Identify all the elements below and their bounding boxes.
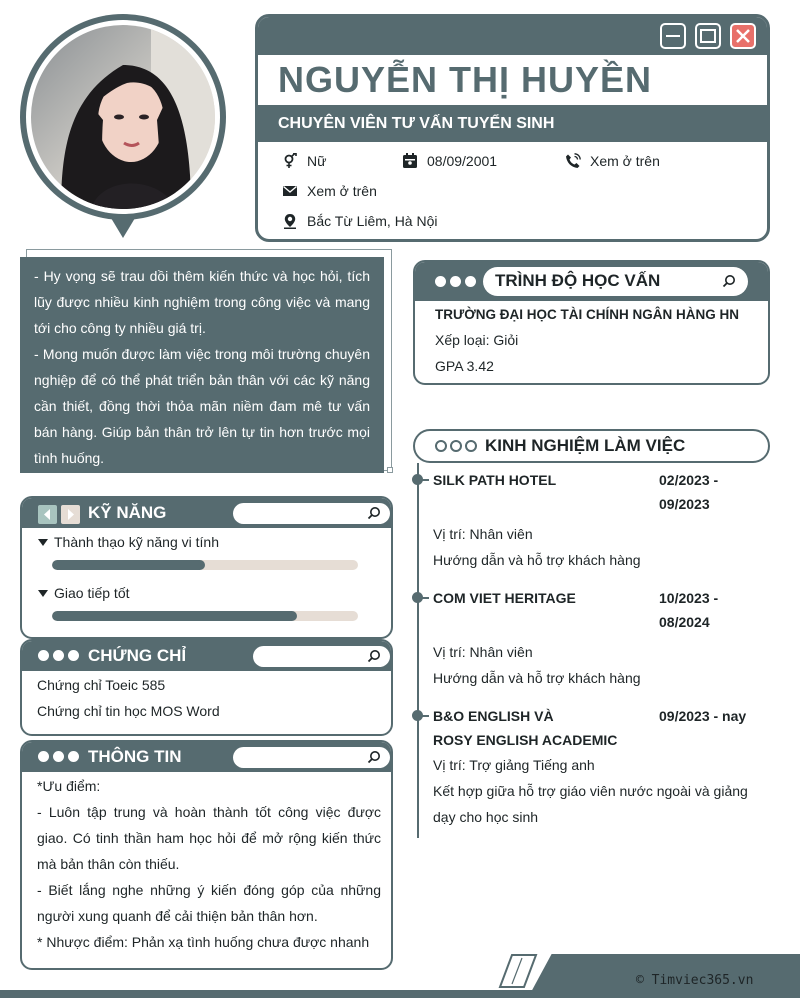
job-date <box>659 586 718 634</box>
job-date: 09/2023 - nay <box>659 708 747 724</box>
timeline-line <box>417 463 419 838</box>
footer-slash-icon <box>498 954 538 988</box>
frame-corner-dot <box>387 467 393 473</box>
header-card <box>255 14 770 242</box>
skills-search-bar[interactable] <box>233 503 390 524</box>
objective-paragraph-1: - Hy vọng sẽ trau dồi thêm kiến thức và học hỏi, tích lũy được nhiều kinh nghiệm trong công việc và mang tới cho công ty nhiều giá trị. <box>34 268 370 336</box>
skill-label: Giao tiếp tốt <box>54 585 130 601</box>
skill-progress-track <box>52 611 358 621</box>
birthday-row <box>402 153 497 169</box>
job-date <box>659 468 718 516</box>
school-name: TRƯỜNG ĐẠI HỌC TÀI CHÍNH NGÂN HÀNG HN <box>435 307 739 322</box>
info-search-bar[interactable] <box>233 747 390 768</box>
info-section <box>20 740 393 970</box>
info-line: - Luôn tập trung và hoàn thành tốt công việc được giao. Có tinh thần ham học hỏi để mở rộng kiến thức mà bản thân còn thiếu. <box>37 804 381 872</box>
objective-paragraph-2: - Mong muốn được làm việc trong môi trường chuyên nghiệp để có thể phát triển bản thân với các kỹ năng cần thiết, đồng thời thỏa mãn niềm đam mê tư vấn bán hàng. Giúp bản thân trở lên tự tin hơn trước mọi tình huống. <box>34 346 370 466</box>
search-icon[interactable] <box>367 649 381 663</box>
certificate-item: Chứng chỉ tin học MOS Word <box>37 703 220 719</box>
timeline-tick <box>419 597 429 599</box>
header-titlebar <box>258 17 767 55</box>
experience-header <box>413 429 770 463</box>
job-position: Vị trí: Nhân viên <box>433 526 533 542</box>
location-icon <box>282 213 298 229</box>
timeline-tick <box>419 715 429 717</box>
job-position: Vị trí: Trợ giảng Tiếng anh <box>433 757 595 773</box>
career-objective <box>20 257 384 473</box>
education-rank: Xếp loại: Giỏi <box>435 332 519 348</box>
job-position: Vị trí: Nhân viên <box>433 644 533 660</box>
job-date-start: 10/2023 - <box>659 590 719 606</box>
certificate-item: Chứng chỉ Toeic 585 <box>37 677 166 693</box>
certificates-title: CHỨNG CHỈ <box>88 646 187 665</box>
dots-icon <box>38 650 79 661</box>
skill-progress-fill <box>52 560 205 570</box>
info-line: *Ưu điểm: <box>37 778 101 794</box>
skill-progress-fill <box>52 611 297 621</box>
job-company: COM VIET HERITAGE <box>433 590 576 606</box>
close-icon[interactable] <box>730 23 756 49</box>
search-icon[interactable] <box>367 750 381 764</box>
address-value: Bắc Từ Liêm, Hà Nội <box>307 213 438 229</box>
skill-item <box>38 585 130 601</box>
address-row <box>282 213 438 229</box>
job-company: SILK PATH HOTEL <box>433 472 557 488</box>
calendar-icon <box>402 153 418 169</box>
search-icon[interactable] <box>367 506 381 520</box>
candidate-name: NGUYỄN THỊ HUYỀN <box>278 59 653 100</box>
avatar <box>31 25 215 209</box>
info-line: * Nhược điểm: Phản xạ tình huống chưa được nhanh <box>37 934 370 950</box>
job-description: Hướng dẫn và hỗ trợ khách hàng <box>433 670 641 686</box>
skills-section <box>20 496 393 639</box>
maximize-icon[interactable] <box>695 23 721 49</box>
caret-down-icon <box>38 539 48 546</box>
dots-outline-icon <box>435 440 477 452</box>
dots-icon <box>38 751 79 762</box>
search-icon[interactable] <box>722 274 736 288</box>
minimize-icon[interactable] <box>660 23 686 49</box>
job-date-start: 02/2023 - <box>659 472 719 488</box>
job-date-end: 09/2023 <box>659 496 710 512</box>
info-title: THÔNG TIN <box>88 747 182 766</box>
education-section <box>413 260 770 385</box>
experience-title: KINH NGHIỆM LÀM VIỆC <box>485 436 686 455</box>
dots-icon <box>435 276 476 287</box>
timeline-tick <box>419 479 429 481</box>
phone-row <box>565 153 660 169</box>
certificates-section <box>20 639 393 736</box>
info-line: - Biết lắng nghe những ý kiến đóng góp của những người xung quanh để cải thiện bản thân hơn. <box>37 882 381 924</box>
skills-title: KỸ NĂNG <box>88 503 167 522</box>
education-title: TRÌNH ĐỘ HỌC VẤN <box>495 271 661 290</box>
job-description: Hướng dẫn và hỗ trợ khách hàng <box>433 552 641 568</box>
phone-icon <box>565 153 581 169</box>
skill-progress-track <box>52 560 358 570</box>
gender-row <box>282 153 326 169</box>
nav-arrows-icon[interactable] <box>38 505 80 524</box>
mail-icon <box>282 183 298 199</box>
caret-down-icon <box>38 590 48 597</box>
skill-item <box>38 534 219 550</box>
job-company-line: B&O ENGLISH VÀ <box>433 708 554 724</box>
footer-bar <box>0 990 800 998</box>
skill-label: Thành thạo kỹ năng vi tính <box>54 534 219 550</box>
job-title: CHUYÊN VIÊN TƯ VẤN TUYỂN SINH <box>278 115 555 132</box>
gender-value: Nữ <box>307 153 327 169</box>
email-row <box>282 183 377 199</box>
info-body <box>37 773 381 955</box>
footer-credit: © Timviec365.vn <box>636 973 754 988</box>
job-date-end: 08/2024 <box>659 614 710 630</box>
email-value: Xem ở trên <box>307 183 377 199</box>
job-company-line: ROSY ENGLISH ACADEMIC <box>433 732 618 748</box>
gender-icon <box>282 153 298 169</box>
education-gpa: GPA 3.42 <box>435 358 494 374</box>
certificates-search-bar[interactable] <box>253 646 390 667</box>
job-description: Kết hợp giữa hỗ trợ giáo viên nước ngoài và giảng dạy cho học sinh <box>433 783 748 825</box>
job-company <box>433 704 617 752</box>
phone-value: Xem ở trên <box>590 153 660 169</box>
birthday-value: 08/09/2001 <box>427 153 498 169</box>
